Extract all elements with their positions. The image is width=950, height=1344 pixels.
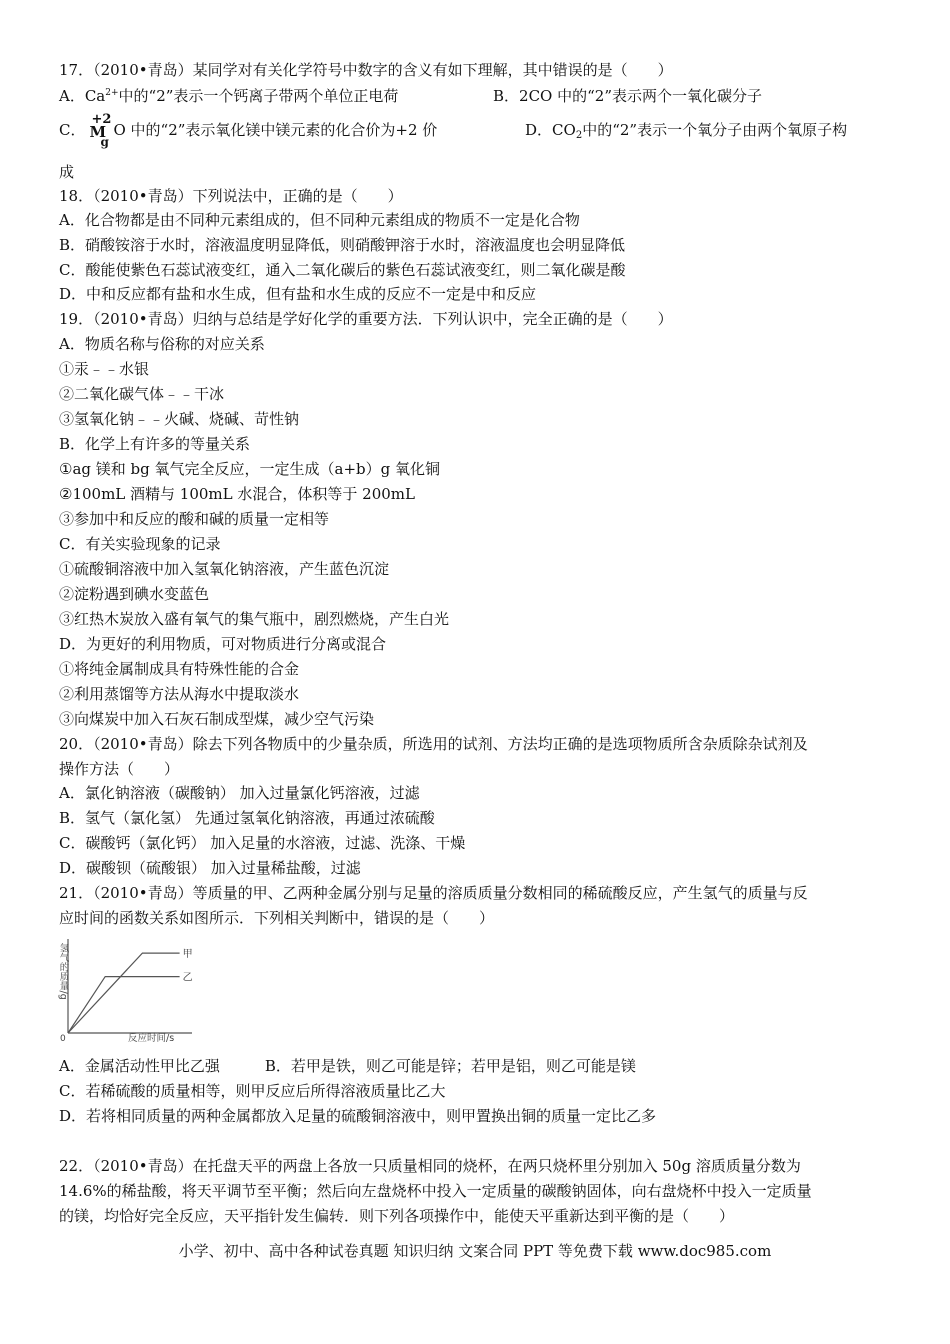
q19-option-c: C．有关实验现象的记录	[59, 535, 221, 553]
q20-option-c: C．碳酸钙（氯化钙） 加入足量的水溶液，过滤、洗涤、干燥	[59, 834, 466, 852]
q22-stem-line-3: 的镁，均恰好完全反应，天平指针发生偏转．则下列各项操作中，能使天平重新达到平衡的是（ ）	[59, 1207, 735, 1225]
q17-option-c: C． +2 M g O 中的“2”表示氧化镁中镁元素的化合价为+2 价	[59, 112, 438, 149]
q21-option-d: D．若将相同质量的两种金属都放入足量的硫酸铜溶液中，则甲置换出铜的质量一定比乙多	[59, 1107, 657, 1125]
q20-option-d: D．碳酸钡（硫酸银） 加入过量稀盐酸，过滤	[59, 859, 361, 877]
q17-stem: 17．（2010•青岛）某同学对有关化学符号中数字的含义有如下理解，其中错误的是（ ）	[59, 61, 673, 79]
q20-stem-line-2: 操作方法（ ）	[59, 760, 180, 778]
q19-b-item-1: ①ag 镁和 bg 氧气完全反应，一定生成（a+b）g 氧化铜	[59, 460, 440, 478]
q17-option-b: B．2CO 中的“2”表示两个一氧化碳分子	[493, 87, 762, 105]
q19-c-item-2: ②淀粉遇到碘水变蓝色	[59, 585, 210, 603]
series-label-yi: 乙	[182, 972, 193, 984]
series-line-yi	[68, 977, 180, 1033]
q19-d-item-3: ③向煤炭中加入石灰石制成型煤，减少空气污染	[59, 710, 375, 728]
series-label-jia: 甲	[182, 949, 193, 961]
q20-option-a: A．氯化钠溶液（碳酸钠） 加入过量氯化钙溶液，过滤	[59, 784, 420, 802]
q17-option-a: A．$Ca^{2+}$中的“2”表示一个钙离子带两个单位正电荷	[59, 87, 399, 105]
q19-d-item-1: ①将纯金属制成具有特殊性能的合金	[59, 660, 300, 678]
q18-stem: 18．（2010•青岛）下列说法中，正确的是（ ）	[59, 187, 403, 205]
series-line-jia	[68, 953, 180, 1033]
q20-stem-line-1: 20．（2010•青岛）除去下列各物质中的少量杂质，所选用的试剂、方法均正确的是选项物质所含杂质除杂试剂及	[59, 735, 808, 753]
q18-option-d: D．中和反应都有盐和水生成，但有盐和水生成的反应不一定是中和反应	[59, 285, 537, 303]
q19-c-item-1: ①硫酸铜溶液中加入氢氧化钠溶液，产生蓝色沉淀	[59, 560, 390, 578]
hydrogen-mass-chart	[58, 931, 198, 1043]
q19-b-item-2: ②100mL 酒精与 100mL 水混合，体积等于 200mL	[59, 485, 415, 503]
q18-option-a: A．化合物都是由不同种元素组成的，但不同种元素组成的物质不一定是化合物	[59, 211, 580, 229]
q17-option-d: D．$CO_2$中的“2”表示一个氧分子由两个氧原子构	[525, 121, 848, 141]
q18-option-b: B．硝酸铵溶于水时，溶液温度明显降低，则硝酸钾溶于水时，溶液温度也会明显降低	[59, 236, 626, 254]
q19-option-d: D．为更好的利用物质，可对物质进行分离或混合	[59, 635, 387, 653]
q17-option-d-cont: 成	[59, 163, 75, 181]
q22-stem-line-1: 22．（2010•青岛）在托盘天平的两盘上各放一只质量相同的烧杯，在两只烧杯里分别加入 50g 溶质质量分数为	[59, 1157, 801, 1175]
q19-option-a: A．物质名称与俗称的对应关系	[59, 335, 265, 353]
q18-option-c: C．酸能使紫色石蕊试液变红，通入二氧化碳后的紫色石蕊试液变红，则二氧化碳是酸	[59, 261, 626, 279]
q20-option-b: B．氢气（氯化氢） 先通过氢氧化钠溶液，再通过浓硫酸	[59, 809, 435, 827]
q19-d-item-2: ②利用蒸馏等方法从海水中提取淡水	[59, 685, 300, 703]
q19-c-item-3: ③红热木炭放入盛有氧气的集气瓶中，剧烈燃烧，产生白光	[59, 610, 450, 628]
q21-stem-line-2: 应时间的函数关系如图所示．下列相关判断中，错误的是（ ）	[59, 909, 495, 927]
q19-a-item-3: ③氢氧化钠﹣﹣火碱、烧碱、苛性钠	[59, 410, 300, 428]
chart-origin-label: 0	[60, 1034, 66, 1043]
q21-stem-line-1: 21．（2010•青岛）等质量的甲、乙两种金属分别与足量的溶质质量分数相同的稀硫酸反应，产生氢气的质量与反	[59, 884, 808, 902]
q21-option-c: C．若稀硫酸的质量相等，则甲反应后所得溶液质量比乙大	[59, 1082, 446, 1100]
magnesium-valence-symbol: +2 M g	[89, 112, 112, 149]
q19-a-item-1: ①汞﹣﹣水银	[59, 360, 150, 378]
q19-stem: 19．（2010•青岛）归纳与总结是学好化学的重要方法．下列认识中，完全正确的是（ ）	[59, 310, 673, 328]
q19-a-item-2: ②二氧化碳气体﹣﹣干冰	[59, 385, 225, 403]
chart-x-axis-label: 反应时间/s	[128, 1033, 175, 1043]
page-footer: 小学、初中、高中各种试卷真题 知识归纳 文案合同 PPT 等免费下载 www.doc985.com	[178, 1242, 772, 1260]
chart-y-axis-label: 氢气的质量/g	[58, 943, 69, 1000]
q19-b-item-3: ③参加中和反应的酸和碱的质量一定相等	[59, 510, 330, 528]
q22-stem-line-2: 14.6%的稀盐酸，将天平调节至平衡；然后向左盘烧杯中投入一定质量的碳酸钠固体，向右盘烧杯中投入一定质量	[59, 1182, 812, 1200]
q21-option-ab: A．金属活动性甲比乙强 B．若甲是铁，则乙可能是锌；若甲是铝，则乙可能是镁	[59, 1057, 636, 1075]
q19-option-b: B．化学上有许多的等量关系	[59, 435, 251, 453]
